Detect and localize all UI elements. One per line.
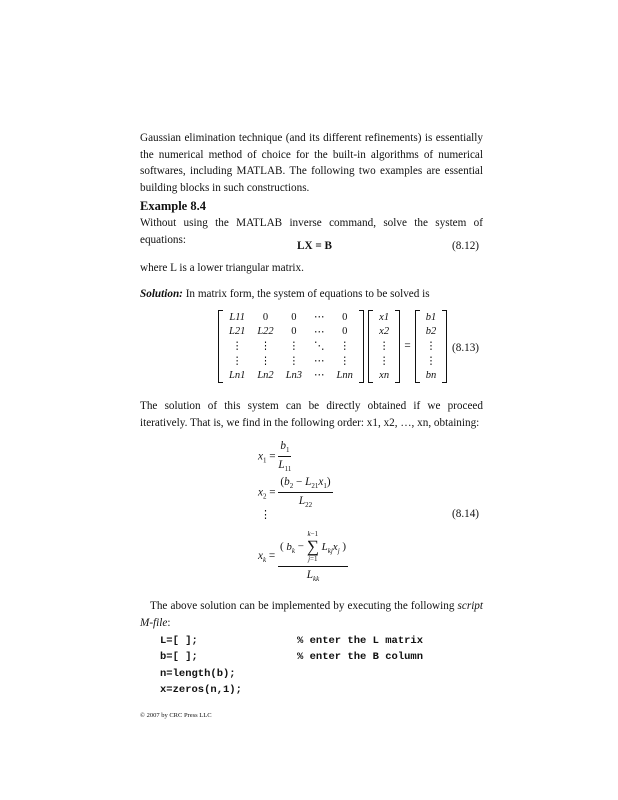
solution-text: In matrix form, the system of equations to be solved is xyxy=(182,288,430,300)
equation-x1: $x_1$ = $\frac{b_1}{L_{11}}$ xyxy=(258,440,292,474)
matrix-entry: L21 xyxy=(229,326,246,338)
matrix-entry: ⋮ xyxy=(339,355,350,367)
equation-xk: $x_k$ = ( $b_k$ − k−1 ∑ j=1 $L_{kj}x_j$ ) $L_{kk}$ xyxy=(258,530,347,584)
vector-b xyxy=(415,310,448,383)
vector-x xyxy=(368,310,401,383)
vector-entry: ⋮ xyxy=(425,341,437,353)
equation-number: (8.12) xyxy=(452,240,480,252)
matrix-L xyxy=(218,310,364,383)
matrix-entry: ⋮ xyxy=(231,355,243,367)
matrix-entry: Ln3 xyxy=(285,369,303,381)
matrix-entry: ⋮ xyxy=(288,341,300,353)
solution-paragraph xyxy=(140,286,483,303)
matrix-entry: ⋮ xyxy=(231,341,243,353)
vector-entry: ⋮ xyxy=(378,341,390,353)
code-comment: % enter the B column xyxy=(297,651,424,663)
matrix-entry: ⋮ xyxy=(260,355,271,367)
iteration-paragraph: The solution of this system can be directly obtained if we proceed iteratively. That is, we find in the following order: x1, x2, …, xn, obtaining: xyxy=(140,400,483,429)
vector-entry: xn xyxy=(379,369,390,381)
code-line: L=[ ]; xyxy=(160,635,198,647)
equation-8-12: LX = B xyxy=(297,240,332,252)
code-line: n=length(b); xyxy=(160,668,236,680)
vector-entry: ⋮ xyxy=(378,355,390,367)
matrix-entry: ⋯ xyxy=(314,326,325,338)
intro-paragraph: Gaussian elimination technique (and its different refinements) is essentially the numerical method of choice for the built-in algorithms of numerical softwares, including MATLAB. The following two examples are essential building blocks in such constructions. xyxy=(140,132,483,194)
example-heading: Example 8.4 xyxy=(140,199,206,213)
matrix-entry: 0 xyxy=(291,311,297,323)
solution-label: Solution: xyxy=(140,288,183,300)
where-text: where L is a lower triangular matrix. xyxy=(140,262,304,274)
matrix-entry: ⋯ xyxy=(314,312,325,324)
matrix-entry: ⋯ xyxy=(314,355,325,367)
vertical-ellipsis: ⋮ xyxy=(260,509,272,521)
code-comment: % enter the L matrix xyxy=(297,635,424,647)
example-text: Without using the MATLAB inverse command, solve the system of equations: xyxy=(140,217,483,246)
matrix-entry: ⋮ xyxy=(260,341,271,353)
text: : xyxy=(167,616,171,629)
script-mfile-term: script M-file xyxy=(140,600,483,629)
matrix-entry: ⋮ xyxy=(339,341,350,353)
code-line: x=zeros(n,1); xyxy=(160,684,242,696)
matrix-entry: 0 xyxy=(342,326,348,338)
code-line: b=[ ]; xyxy=(160,651,198,663)
equals-sign: = xyxy=(404,340,411,353)
equation-x2: $x_2$ = $\frac{(b_2 - L_{21}x_1)}{L_{22}}$ xyxy=(258,476,331,510)
matrix-entry: 0 xyxy=(342,311,348,323)
vector-entry: x2 xyxy=(379,326,390,338)
vector-entry: ⋮ xyxy=(425,355,437,367)
matrix-entry: L22 xyxy=(257,326,274,338)
matrix-entry: ⋱ xyxy=(314,341,325,353)
matrix-entry: 0 xyxy=(291,326,297,338)
text: The above solution can be implemented by executing the following xyxy=(150,600,458,612)
equation-number: (8.13) xyxy=(452,342,480,354)
equation-number: (8.14) xyxy=(452,508,480,520)
vector-entry: b1 xyxy=(425,311,437,323)
matrix-entry: Ln1 xyxy=(229,369,246,381)
matrix-equation xyxy=(218,310,447,383)
matrix-entry: ⋯ xyxy=(314,370,325,382)
copyright-footer: © 2007 by CRC Press LLC xyxy=(140,712,212,719)
vector-entry: b2 xyxy=(425,326,437,338)
vector-entry: x1 xyxy=(379,311,390,323)
matrix-entry: L11 xyxy=(229,311,245,323)
implementation-paragraph xyxy=(140,598,483,631)
vector-entry: bn xyxy=(425,369,437,381)
matrix-entry: Ln2 xyxy=(257,369,274,381)
matrix-entry: Lnn xyxy=(336,369,353,381)
matrix-entry: 0 xyxy=(262,311,269,323)
matrix-entry: ⋮ xyxy=(288,355,300,367)
